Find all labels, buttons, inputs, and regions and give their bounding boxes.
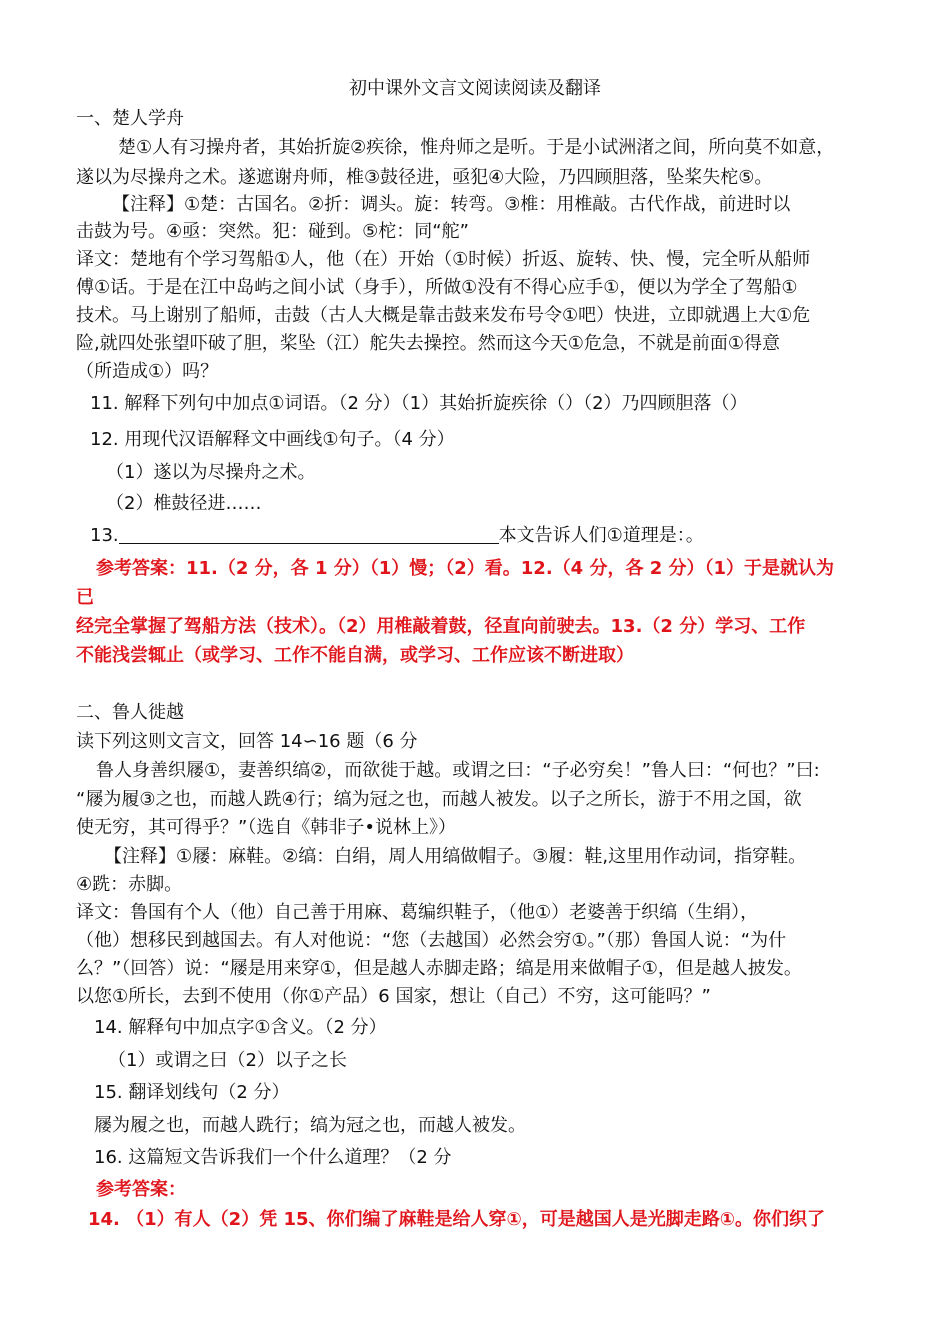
section2-answer-label: 参考答案： — [96, 1179, 186, 1200]
question-12-part-2: （2）椎鼓径进…… — [106, 493, 262, 514]
document-title: 初中课外文言文阅读阅读及翻译 — [349, 78, 601, 99]
section2-notes-line: ④跣：赤脚。 — [76, 874, 183, 895]
section1-answer-line: 参考答案：11.（2 分，各 1 分）（1）慢；（2）看。12.（4 分，各 2 分）（1）于是就认为 — [96, 558, 835, 579]
section1-translation-line: （所造成①）吗？ — [76, 361, 219, 382]
section1-text-line: 楚①人有习操舟者，其始折旋②疾徐，惟舟师之是听。于是小试洲渚之间，所向莫不如意， — [118, 137, 835, 158]
question-15: 15. 翻译划线句（2 分） — [94, 1082, 290, 1103]
section2-translation-line: 么？”（回答）说：“屦是用来穿①，但是越人赤脚走路；缟是用来做帽子①，但是越人披发。 — [76, 958, 802, 979]
section2-text-line: 鲁人身善织屦①，妻善织缟②，而欲徙于越。或谓之曰：“子必穷矣！”鲁人曰：“何也？”曰: — [96, 760, 820, 781]
section2-intro: 读下列这则文言文，回答 14∽16 题（6 分 — [76, 731, 418, 752]
section2-translation-line: 以您①所长，去到不使用（你①产品）6 国家，想让（自己）不穷，这可能吗？” — [76, 986, 711, 1007]
section1-translation-line: 译文：楚地有个学习驾船①人，他（在）开始（①时候）折返、旋转、快、慢，完全听从船师 — [76, 249, 811, 270]
question-11: 11. 解释下列句中加点①词语。（2 分）（1）其始折旋疾徐（）（2）乃四顾胆落（） — [90, 393, 748, 414]
answer-blank — [119, 523, 499, 544]
section1-heading: 一、楚人学舟 — [76, 108, 184, 129]
question-13-number: 13. — [90, 525, 119, 546]
section1-translation-line: 险,就四处张望吓破了胆，桨坠（江）舵失去操控。然而这今天①危急，不就是前面①得意 — [76, 333, 780, 354]
section1-answer-line: 经完全掌握了驾船方法（技术）。（2）用椎敲着鼓，径直向前驶去。13.（2 分）学习、工作 — [76, 616, 806, 637]
question-14: 14. 解释句中加点字①含义。（2 分） — [94, 1017, 387, 1038]
section2-heading: 二、鲁人徙越 — [76, 702, 184, 723]
question-12-part-1: （1）遂以为尽操舟之术。 — [106, 462, 316, 483]
section2-translation-line: 译文：鲁国有个人（他）自己善于用麻、葛编织鞋子，（他①）老婆善于织缟（生绢）， — [76, 902, 759, 923]
section2-text-line: “屦为履③之也，而越人跣④行；缟为冠之也，而越人被发。以子之所长，游于不用之国，欲 — [76, 789, 802, 810]
section2-notes-line: 【注释】①屦：麻鞋。②缟：白绢，周人用缟做帽子。③履：鞋,这里用作动词，指穿鞋。 — [104, 846, 807, 867]
question-13-text: 本文告诉人们①道理是：。 — [498, 525, 704, 546]
section1-answer-line: 已 — [76, 587, 94, 608]
section1-notes-line: 【注释】①楚：古国名。②折：调头。旋：转弯。③椎：用椎敲。古代作战，前进时以 — [112, 194, 791, 215]
section1-translation-line: 傅①话。于是在江中岛屿之间小试（身手），所做①没有不得心应手①，便以为学全了驾船① — [76, 277, 798, 298]
section1-answer-line: 不能浅尝辄止（或学习、工作不能自满，或学习、工作应该不断进取） — [76, 645, 634, 666]
section1-text-line: 遂以为尽操舟之术。遂遮谢舟师，椎③鼓径进，亟犯④大险，乃四顾胆落，坠桨失柁⑤。 — [76, 167, 773, 188]
question-15-sentence: 屦为履之也，而越人跣行；缟为冠之也，而越人被发。 — [94, 1115, 526, 1136]
section2-answer-line: 14. （1）有人（2）凭 15、你们编了麻鞋是给人穿①，可是越国人是光脚走路①。你们织了 — [88, 1209, 825, 1230]
question-12: 12. 用现代汉语解释文中画线①句子。（4 分） — [90, 429, 455, 450]
section1-notes-line: 击鼓为号。④亟：突然。犯：碰到。⑤柁：同“舵” — [76, 221, 469, 242]
section1-translation-line: 技术。马上谢别了船师，击鼓（古人大概是靠击鼓来发布号令①吧）快进，立即就遇上大①危 — [76, 305, 811, 326]
question-14-parts: （1）或谓之曰（2）以子之长 — [108, 1050, 347, 1071]
question-13 — [90, 523, 704, 548]
section2-text-line: 使无穷，其可得乎？”（选自《韩非子•说林上》） — [76, 817, 456, 838]
question-16: 16. 这篇短文告诉我们一个什么道理？（2 分 — [94, 1147, 452, 1168]
section2-translation-line: （他）想移民到越国去。有人对他说：“您（去越国）必然会穷①。”（那）鲁国人说：“为什 — [76, 930, 787, 951]
